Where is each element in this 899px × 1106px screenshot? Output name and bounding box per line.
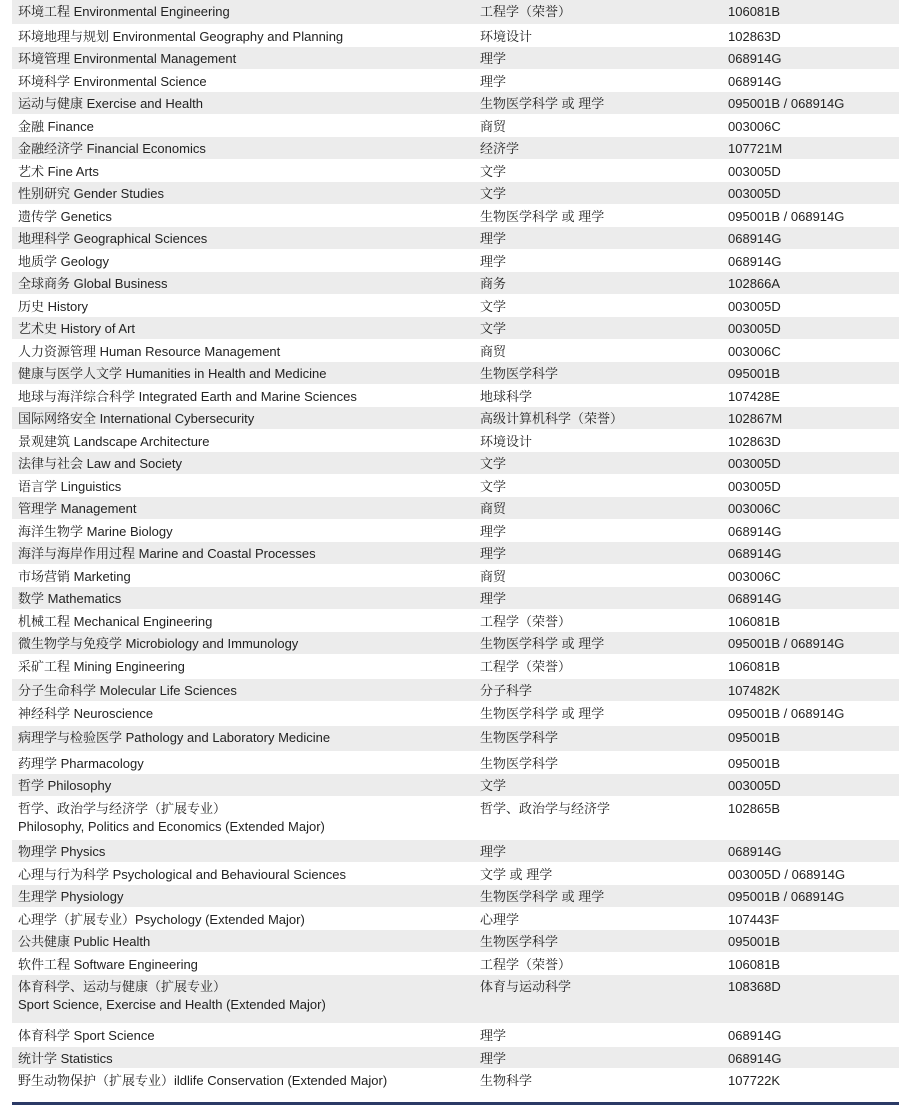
table-row bbox=[12, 840, 899, 863]
course-code: 003005D bbox=[728, 778, 781, 793]
program-name bbox=[18, 888, 473, 906]
degree-name: 商贸 bbox=[480, 501, 507, 516]
table-row bbox=[12, 632, 899, 655]
degree-name: 文学 bbox=[480, 186, 507, 201]
program-name-text: 心理与行为科学 Psychological and Behavioural Sciences bbox=[18, 867, 347, 882]
program-name-text: 物理学 Physics bbox=[18, 844, 106, 859]
table-row bbox=[12, 272, 899, 295]
program-name-english: Sport Science, Exercise and Health (Extended Major) bbox=[18, 997, 326, 1012]
table-row bbox=[12, 137, 899, 160]
program-name-text: 哲学 Philosophy bbox=[18, 778, 112, 793]
degree-name: 生物医学科学 或 理学 bbox=[480, 96, 605, 111]
degree-name: 心理学 bbox=[480, 912, 520, 927]
degree-table bbox=[12, 0, 899, 1092]
program-name bbox=[18, 1027, 473, 1045]
course-code: 102863D bbox=[728, 29, 781, 44]
course-code: 106081B bbox=[728, 4, 781, 19]
table-row bbox=[12, 317, 899, 340]
course-code: 107482K bbox=[728, 683, 781, 698]
program-name bbox=[18, 298, 473, 316]
degree-name: 理学 bbox=[480, 1051, 507, 1066]
program-name-text: 管理学 Management bbox=[18, 501, 137, 516]
degree-name: 环境设计 bbox=[480, 29, 533, 44]
program-name-text: 遗传学 Genetics bbox=[18, 209, 112, 224]
table-row bbox=[12, 182, 899, 205]
table-row bbox=[12, 863, 899, 885]
degree-name: 生物医学科学 或 理学 bbox=[480, 209, 605, 224]
course-code: 095001B / 068914G bbox=[728, 706, 845, 721]
table-row bbox=[12, 497, 899, 520]
course-code: 107722K bbox=[728, 1073, 781, 1088]
table-row bbox=[12, 752, 899, 774]
table-row bbox=[12, 702, 899, 726]
table-row bbox=[12, 227, 899, 250]
program-name bbox=[18, 978, 473, 1014]
course-code: 102863D bbox=[728, 434, 781, 449]
degree-name: 生物医学科学 或 理学 bbox=[480, 636, 605, 651]
program-name-text: 景观建筑 Landscape Architecture bbox=[18, 434, 210, 449]
table-row bbox=[12, 475, 899, 497]
table-row bbox=[12, 250, 899, 272]
table-row bbox=[12, 930, 899, 953]
program-name-text: 性别研究 Gender Studies bbox=[18, 186, 164, 201]
degree-name: 工程学（荣誉） bbox=[480, 659, 572, 674]
program-name-text: 地球与海洋综合科学 Integrated Earth and Marine Sciences bbox=[18, 389, 357, 404]
table-row bbox=[12, 407, 899, 430]
table-row bbox=[12, 655, 899, 679]
course-code: 095001B bbox=[728, 366, 781, 381]
course-code: 003005D bbox=[728, 321, 781, 336]
program-name bbox=[18, 253, 473, 271]
program-name bbox=[18, 682, 473, 700]
course-code: 003005D bbox=[728, 456, 781, 471]
course-code: 106081B bbox=[728, 957, 781, 972]
table-row bbox=[12, 362, 899, 385]
table-row bbox=[12, 47, 899, 70]
program-name-text: 海洋生物学 Marine Biology bbox=[18, 524, 173, 539]
degree-name: 高级计算机科学（荣誉） bbox=[480, 411, 624, 426]
program-name bbox=[18, 800, 473, 836]
program-name-text: 法律与社会 Law and Society bbox=[18, 456, 183, 471]
program-name-text: 人力资源管理 Human Resource Management bbox=[18, 344, 281, 359]
program-name bbox=[18, 320, 473, 338]
program-name bbox=[18, 866, 473, 884]
course-code: 068914G bbox=[728, 546, 782, 561]
program-name-text: 公共健康 Public Health bbox=[18, 934, 151, 949]
degree-name: 理学 bbox=[480, 1028, 507, 1043]
program-name-text: 艺术 Fine Arts bbox=[18, 164, 99, 179]
table-row bbox=[12, 1069, 899, 1092]
course-code: 095001B bbox=[728, 730, 781, 745]
degree-name: 商贸 bbox=[480, 569, 507, 584]
table-row bbox=[12, 520, 899, 542]
degree-name: 理学 bbox=[480, 51, 507, 66]
program-name bbox=[18, 73, 473, 91]
course-code: 102866A bbox=[728, 276, 781, 291]
program-name-text: 环境地理与规划 Environmental Geography and Planning bbox=[18, 29, 344, 44]
table-row bbox=[12, 25, 899, 47]
program-name-text: 市场营销 Marketing bbox=[18, 569, 131, 584]
degree-name: 生物医学科学 bbox=[480, 366, 559, 381]
table-row bbox=[12, 92, 899, 115]
table-row bbox=[12, 385, 899, 407]
degree-name: 商务 bbox=[480, 276, 507, 291]
course-code: 095001B / 068914G bbox=[728, 96, 845, 111]
program-name-text: 环境工程 Environmental Engineering bbox=[18, 4, 230, 19]
table-row bbox=[12, 205, 899, 227]
course-code: 102867M bbox=[728, 411, 783, 426]
table-row bbox=[12, 430, 899, 452]
program-name bbox=[18, 843, 473, 861]
degree-name: 文学 bbox=[480, 479, 507, 494]
degree-name: 理学 bbox=[480, 546, 507, 561]
table-row bbox=[12, 340, 899, 362]
course-code: 102865B bbox=[728, 801, 781, 816]
program-name-text: 海洋与海岸作用过程 Marine and Coastal Processes bbox=[18, 546, 316, 561]
degree-name: 生物医学科学 或 理学 bbox=[480, 706, 605, 721]
degree-name: 文学 bbox=[480, 456, 507, 471]
table-row bbox=[12, 1024, 899, 1047]
program-name bbox=[18, 590, 473, 608]
course-code: 068914G bbox=[728, 524, 782, 539]
program-name-text: 药理学 Pharmacology bbox=[18, 756, 144, 771]
course-code: 068914G bbox=[728, 844, 782, 859]
course-code: 068914G bbox=[728, 51, 782, 66]
program-name bbox=[18, 1050, 473, 1068]
table-row bbox=[12, 1047, 899, 1069]
program-name bbox=[18, 185, 473, 203]
program-name-text: 国际网络安全 International Cybersecurity bbox=[18, 411, 255, 426]
degree-name: 生物医学科学 bbox=[480, 730, 559, 745]
course-code: 095001B bbox=[728, 934, 781, 949]
course-code: 068914G bbox=[728, 1051, 782, 1066]
course-code: 003005D bbox=[728, 164, 781, 179]
table-row bbox=[12, 885, 899, 908]
table-row bbox=[12, 160, 899, 182]
degree-name: 文学 bbox=[480, 321, 507, 336]
course-code: 108368D bbox=[728, 979, 781, 994]
course-code: 003006C bbox=[728, 344, 781, 359]
program-name-text: 全球商务 Global Business bbox=[18, 276, 168, 291]
program-name-text: 语言学 Linguistics bbox=[18, 479, 122, 494]
table-row bbox=[12, 726, 899, 752]
degree-name: 工程学（荣誉） bbox=[480, 614, 572, 629]
degree-name: 生物医学科学 bbox=[480, 756, 559, 771]
program-name bbox=[18, 410, 473, 428]
degree-name: 地球科学 bbox=[480, 389, 533, 404]
degree-name: 文学 bbox=[480, 299, 507, 314]
program-name bbox=[18, 729, 473, 747]
program-name-text: 金融经济学 Financial Economics bbox=[18, 141, 206, 156]
course-code: 068914G bbox=[728, 1028, 782, 1043]
program-name bbox=[18, 455, 473, 473]
course-code: 095001B / 068914G bbox=[728, 636, 845, 651]
degree-name: 理学 bbox=[480, 74, 507, 89]
program-name bbox=[18, 635, 473, 653]
program-name bbox=[18, 658, 473, 676]
degree-name: 分子科学 bbox=[480, 683, 533, 698]
program-name bbox=[18, 163, 473, 181]
degree-name: 环境设计 bbox=[480, 434, 533, 449]
program-name bbox=[18, 1072, 473, 1090]
program-name-text: 数学 Mathematics bbox=[18, 591, 122, 606]
program-name bbox=[18, 523, 473, 541]
program-name-text: 微生物学与免疫学 Microbiology and Immunology bbox=[18, 636, 299, 651]
program-name-text: 运动与健康 Exercise and Health bbox=[18, 96, 203, 111]
degree-name: 文学 或 理学 bbox=[480, 867, 553, 882]
program-name-english: Philosophy, Politics and Economics (Extended Major) bbox=[18, 819, 325, 834]
program-name-text: 体育科学、运动与健康（扩展专业） bbox=[18, 979, 227, 994]
program-name bbox=[18, 568, 473, 586]
degree-name: 体育与运动科学 bbox=[480, 979, 572, 994]
program-name bbox=[18, 478, 473, 496]
course-code: 003006C bbox=[728, 569, 781, 584]
program-name bbox=[18, 613, 473, 631]
program-name-text: 软件工程 Software Engineering bbox=[18, 957, 198, 972]
program-name-text: 采矿工程 Mining Engineering bbox=[18, 659, 185, 674]
degree-name: 生物医学科学 或 理学 bbox=[480, 889, 605, 904]
table-row bbox=[12, 542, 899, 565]
program-name bbox=[18, 433, 473, 451]
degree-name: 文学 bbox=[480, 778, 507, 793]
degree-name: 哲学、政治学与经济学 bbox=[480, 801, 611, 816]
degree-name: 生物医学科学 bbox=[480, 934, 559, 949]
program-name-text: 心理学（扩展专业）Psychology (Extended Major) bbox=[18, 912, 305, 927]
degree-name: 商贸 bbox=[480, 344, 507, 359]
program-name-text: 环境管理 Environmental Management bbox=[18, 51, 237, 66]
degree-name: 理学 bbox=[480, 844, 507, 859]
program-name-text: 环境科学 Environmental Science bbox=[18, 74, 207, 89]
degree-name: 生物科学 bbox=[480, 1073, 533, 1088]
course-code: 106081B bbox=[728, 614, 781, 629]
table-row bbox=[12, 797, 899, 840]
course-code: 003005D bbox=[728, 186, 781, 201]
table-row bbox=[12, 115, 899, 137]
table-row bbox=[12, 975, 899, 1024]
program-name bbox=[18, 230, 473, 248]
program-name bbox=[18, 3, 473, 21]
program-name-text: 野生动物保护（扩展专业）ildlife Conservation (Extended Major) bbox=[18, 1073, 388, 1088]
course-code: 107443F bbox=[728, 912, 780, 927]
table-row bbox=[12, 295, 899, 317]
program-name-text: 机械工程 Mechanical Engineering bbox=[18, 614, 213, 629]
table-row bbox=[12, 953, 899, 975]
program-name-text: 生理学 Physiology bbox=[18, 889, 124, 904]
table-row bbox=[12, 610, 899, 632]
degree-name: 经济学 bbox=[480, 141, 520, 156]
program-name-text: 分子生命科学 Molecular Life Sciences bbox=[18, 683, 237, 698]
program-name bbox=[18, 933, 473, 951]
program-name bbox=[18, 500, 473, 518]
program-name bbox=[18, 755, 473, 773]
course-code: 068914G bbox=[728, 231, 782, 246]
course-code: 095001B bbox=[728, 756, 781, 771]
table-row bbox=[12, 587, 899, 610]
course-code: 095001B / 068914G bbox=[728, 889, 845, 904]
program-name bbox=[18, 956, 473, 974]
program-name bbox=[18, 208, 473, 226]
course-code: 003005D / 068914G bbox=[728, 867, 846, 882]
degree-name: 商贸 bbox=[480, 119, 507, 134]
program-name bbox=[18, 911, 473, 929]
table-row bbox=[12, 70, 899, 92]
course-code: 095001B / 068914G bbox=[728, 209, 845, 224]
program-name bbox=[18, 388, 473, 406]
bottom-rule bbox=[12, 1102, 899, 1105]
program-name bbox=[18, 140, 473, 158]
degree-name: 工程学（荣誉） bbox=[480, 957, 572, 972]
program-name bbox=[18, 777, 473, 795]
program-name bbox=[18, 365, 473, 383]
course-code: 107721M bbox=[728, 141, 783, 156]
course-code: 106081B bbox=[728, 659, 781, 674]
program-name-text: 历史 History bbox=[18, 299, 89, 314]
program-name bbox=[18, 343, 473, 361]
program-name bbox=[18, 705, 473, 723]
degree-name: 理学 bbox=[480, 231, 507, 246]
program-name bbox=[18, 50, 473, 68]
degree-name: 理学 bbox=[480, 254, 507, 269]
program-name bbox=[18, 275, 473, 293]
degree-name: 理学 bbox=[480, 524, 507, 539]
table-row bbox=[12, 0, 899, 25]
table-row bbox=[12, 774, 899, 797]
program-name bbox=[18, 545, 473, 563]
program-name-text: 哲学、政治学与经济学（扩展专业） bbox=[18, 801, 227, 816]
degree-name: 工程学（荣誉） bbox=[480, 4, 572, 19]
program-name bbox=[18, 28, 473, 46]
table-row bbox=[12, 565, 899, 587]
course-code: 003005D bbox=[728, 479, 781, 494]
program-name-text: 神经科学 Neuroscience bbox=[18, 706, 154, 721]
program-name-text: 地理科学 Geographical Sciences bbox=[18, 231, 208, 246]
course-code: 003005D bbox=[728, 299, 781, 314]
course-code: 003006C bbox=[728, 501, 781, 516]
program-name-text: 金融 Finance bbox=[18, 119, 94, 134]
course-code: 003006C bbox=[728, 119, 781, 134]
degree-name: 文学 bbox=[480, 164, 507, 179]
program-name-text: 艺术史 History of Art bbox=[18, 321, 136, 336]
table-row bbox=[12, 679, 899, 702]
program-name bbox=[18, 95, 473, 113]
course-code: 068914G bbox=[728, 591, 782, 606]
program-name-text: 健康与医学人文学 Humanities in Health and Medicine bbox=[18, 366, 327, 381]
table-row bbox=[12, 452, 899, 475]
program-name-text: 体育科学 Sport Science bbox=[18, 1028, 155, 1043]
program-name-text: 地质学 Geology bbox=[18, 254, 110, 269]
course-code: 107428E bbox=[728, 389, 781, 404]
course-code: 068914G bbox=[728, 254, 782, 269]
program-name-text: 统计学 Statistics bbox=[18, 1051, 113, 1066]
table-row bbox=[12, 908, 899, 930]
course-code: 068914G bbox=[728, 74, 782, 89]
program-name bbox=[18, 118, 473, 136]
program-name-text: 病理学与检验医学 Pathology and Laboratory Medicine bbox=[18, 730, 331, 745]
degree-name: 理学 bbox=[480, 591, 507, 606]
